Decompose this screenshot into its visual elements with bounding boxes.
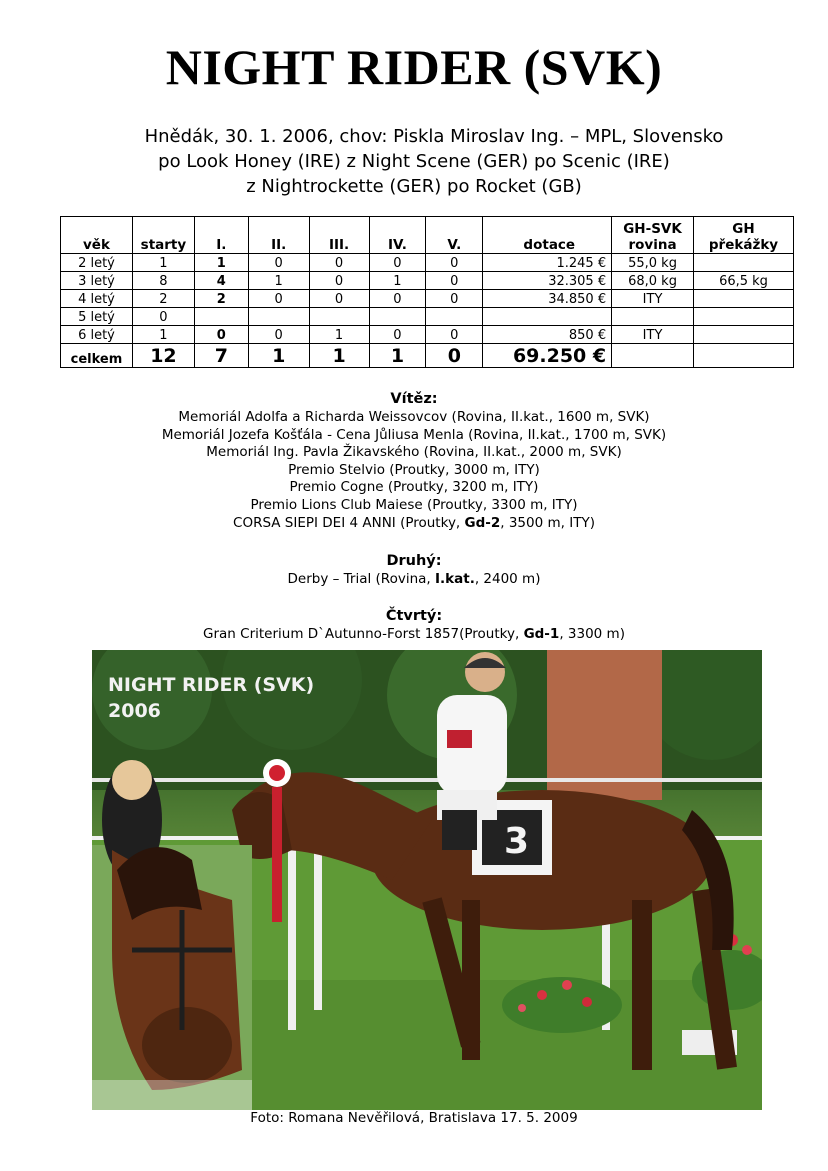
table-cell: 0 [426,254,483,272]
table-cell: 34.850 € [483,290,612,308]
table-cell: 1 [309,326,369,344]
table-cell: 0 [194,326,248,344]
list-item: Memoriál Jozefa Košťála - Cena Jůliusa Menla (Rovina, II.kat., 1700 m, SVK) [161,426,667,443]
table-cell: 0 [369,290,426,308]
photo-overlay-year: 2006 [108,700,161,722]
table-cell: 0 [132,308,194,326]
horse-photo [92,650,762,1110]
col-header-starts: starty [132,217,194,254]
table-cell: 0 [309,254,369,272]
second-place-title: Druhý: [386,553,442,569]
table-cell: 0 [369,254,426,272]
pedigree-line-3: z Nightrockette (GER) po Rocket (GB) [246,176,582,197]
table-row [61,254,794,272]
total-cell: 1 [309,344,369,368]
table-cell: 1 [194,254,248,272]
table-cell: 3 letý [61,272,133,290]
table-row [61,290,794,308]
race-statistics-table [60,216,794,368]
photo-scene [92,650,762,1110]
total-cell: 0 [426,344,483,368]
table-cell: 6 letý [61,326,133,344]
photo-overlay-name: NIGHT RIDER (SVK) [108,674,315,696]
table-cell: ITY [612,326,694,344]
table-cell: 0 [369,326,426,344]
table-cell: 66,5 kg [693,272,793,290]
total-cell: 1 [248,344,309,368]
col-header-prize-money: dotace [483,217,612,254]
table-cell: 55,0 kg [612,254,694,272]
table-cell: 4 [194,272,248,290]
list-item: CORSA SIEPI DEI 4 ANNI (Proutky, Gd-2, 3500 m, ITY) [233,514,595,531]
pedigree-line-1: Hnědák, 30. 1. 2006, chov: Piskla Miroslav Ing. – MPL, Slovensko [144,126,724,147]
table-cell: 2 letý [61,254,133,272]
table-cell: 4 letý [61,290,133,308]
table-cell: 0 [426,326,483,344]
photo-caption: Foto: Romana Nevěřilová, Bratislava 17. 5. 2009 [250,1110,578,1126]
list-item: Premio Cogne (Proutky, 3200 m, ITY) [289,479,539,496]
table-cell: 850 € [483,326,612,344]
table-cell: 1 [132,326,194,344]
table-cell: 32.305 € [483,272,612,290]
table-cell [426,308,483,326]
table-cell [248,308,309,326]
table-row [61,326,794,344]
total-cell [612,344,694,368]
table-cell: 0 [426,272,483,290]
table-cell: 1 [248,272,309,290]
table-cell: 8 [132,272,194,290]
total-cell: 1 [369,344,426,368]
table-cell: 1 [132,254,194,272]
table-cell: 0 [248,326,309,344]
table-cell [309,308,369,326]
winner-title: Vítěz: [390,391,438,407]
list-item: Memoriál Ing. Pavla Žikavského (Rovina, II.kat., 2000 m, SVK) [206,444,622,461]
table-cell: 0 [309,272,369,290]
list-item: Premio Lions Club Maiese (Proutky, 3300 m, ITY) [250,496,578,513]
second-place-section [0,551,828,589]
total-cell [693,344,793,368]
col-header-first: I. [194,217,248,254]
list-item: Derby – Trial (Rovina, I.kat., 2400 m) [287,571,541,587]
table-cell [693,326,793,344]
table-cell: 0 [309,290,369,308]
table-cell: 2 [194,290,248,308]
table-total-row [61,344,794,368]
table-row [61,308,794,326]
col-header-fourth: IV. [369,217,426,254]
list-item: Premio Stelvio (Proutky, 3000 m, ITY) [288,461,540,478]
winner-section [0,389,828,532]
table-cell: 2 [132,290,194,308]
table-cell: 1 [369,272,426,290]
list-item: Gran Criterium D`Autunno-Forst 1857(Proutky, Gd-1, 3300 m) [203,626,625,642]
table-cell [693,308,793,326]
table-cell: 0 [426,290,483,308]
col-header-gh-jumps: GH překážky [693,217,793,254]
col-header-second: II. [248,217,309,254]
table-cell: 1.245 € [483,254,612,272]
fourth-place-section [0,606,828,644]
table-cell: 0 [248,254,309,272]
fourth-place-title: Čtvrtý: [385,608,443,624]
table-cell: 0 [248,290,309,308]
saddle-number: 3 [504,821,530,862]
table-body [61,254,794,368]
list-item: Memoriál Adolfa a Richarda Weissovcov (Rovina, II.kat., 1600 m, SVK) [178,409,650,425]
table-header-row [61,217,794,254]
table-cell [483,308,612,326]
col-header-gh-svk-flat: GH-SVK rovina [612,217,694,254]
table-cell: 68,0 kg [612,272,694,290]
total-cell: 12 [132,344,194,368]
pedigree-line-2: po Look Honey (IRE) z Night Scene (GER) po Scenic (IRE) [158,151,670,172]
table-cell [693,290,793,308]
table-row [61,272,794,290]
table-cell [693,254,793,272]
table-cell: 5 letý [61,308,133,326]
col-header-age: věk [61,217,133,254]
table-cell [369,308,426,326]
table-cell [194,308,248,326]
total-label: celkem [61,344,133,368]
col-header-third: III. [309,217,369,254]
winner-list [0,409,828,515]
table-cell: ITY [612,290,694,308]
table-cell [612,308,694,326]
col-header-fifth: V. [426,217,483,254]
total-cell: 69.250 € [483,344,612,368]
page-title: NIGHT RIDER (SVK) [165,39,663,95]
total-cell: 7 [194,344,248,368]
